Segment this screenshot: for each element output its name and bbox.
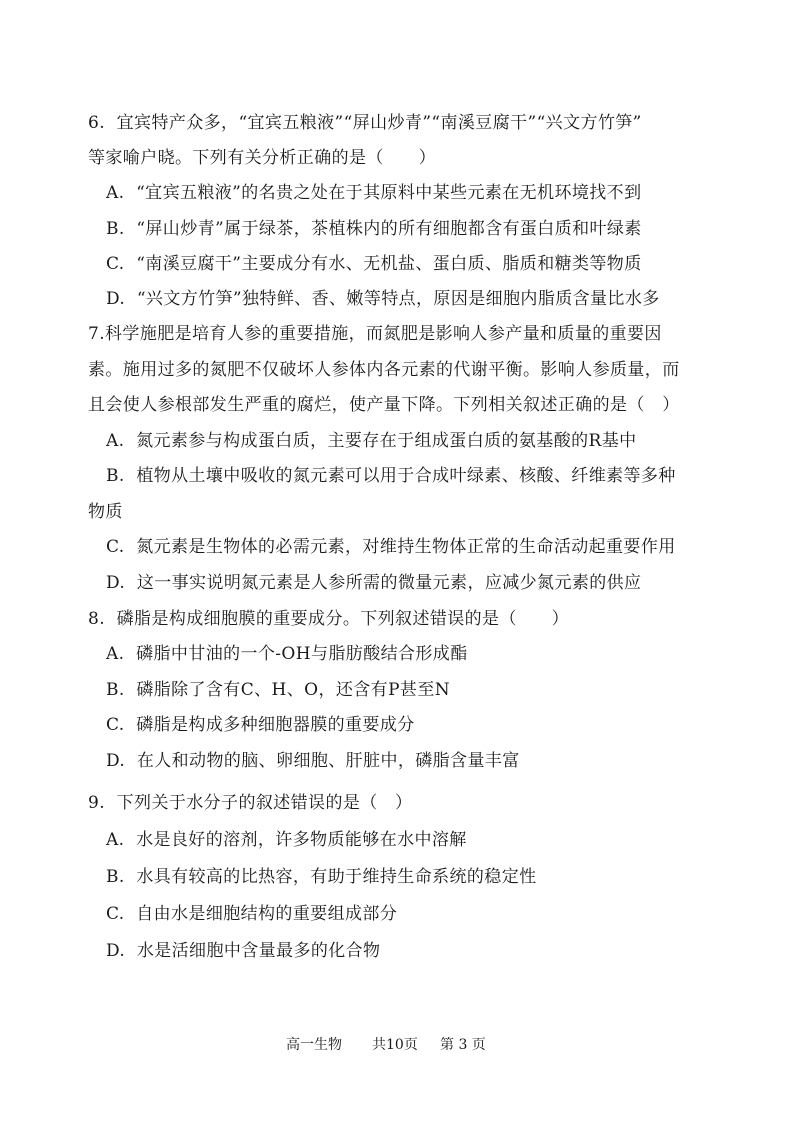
option-label: D. [106,573,126,593]
option-label: A. [106,830,125,850]
question-9-option-c [106,903,397,925]
question-6-stem-1: 宜宾特产众多，“宜宾五粮液”“屏山炒青”“南溪豆腐干”“兴文方竹笋” [116,113,642,133]
question-8-option-a [106,643,468,665]
option-text: 在人和动物的脑、卵细胞、肝脏中，磷脂含量丰富 [136,751,520,771]
question-6-stem-2: 等家喻户晓。下列有关分析正确的是（ ） [88,148,436,168]
option-label: B. [106,867,125,887]
question-7-stem-3: 且会使人参根部发生严重的腐烂，使产量下降。下列相关叙述正确的是（ ） [88,395,680,415]
question-9-number: 9. [88,793,106,813]
option-text: 自由水是细胞结构的重要组成部分 [136,904,398,924]
question-9-stem-1: 下列关于水分子的叙述错误的是（ ） [116,793,413,813]
question-8-option-c [106,714,415,736]
option-label: D. [106,289,126,309]
question-7-option-d [106,572,641,594]
question-7-number: 7. [88,324,106,344]
option-text: 水是活细胞中含量最多的化合物 [136,941,381,961]
question-7-option-c [106,536,676,558]
option-label: C. [106,904,125,924]
option-label: C. [106,715,125,735]
question-6-option-d [106,288,660,310]
option-text: 这一事实说明氮元素是人参所需的微量元素，应减少氮元素的供应 [136,573,642,593]
option-text: 磷脂是构成多种细胞器膜的重要成分 [136,715,415,735]
footer-total-pages: 共10页 [372,1037,418,1053]
question-9-line-1 [88,792,412,814]
question-8-option-b [106,679,450,701]
option-label: B. [106,680,125,700]
question-7-option-b-continuation: 物质 [88,502,123,522]
question-7-option-b [106,465,676,487]
question-7-line-1 [88,323,662,345]
question-6-number: 6. [88,113,106,133]
option-label: D. [106,751,126,771]
question-8-number: 8. [88,609,106,629]
question-9-option-d [106,940,380,962]
question-8-line-1 [88,608,569,630]
option-label: C. [106,537,125,557]
option-text: 磷脂除了含有C、H、O，还含有P甚至N [136,680,450,700]
question-8-stem-1: 磷脂是构成细胞膜的重要成分。下列叙述错误的是（ ） [116,609,570,629]
question-7-option-a [106,430,637,452]
option-text: “南溪豆腐干”主要成分有水、无机盐、蛋白质、脂质和糖类等物质 [136,254,642,274]
option-text: 水具有较高的比热容，有助于维持生命系统的稳定性 [136,867,537,887]
option-label: B. [106,466,125,486]
question-6-option-a [106,182,641,204]
option-text: 水是良好的溶剂，许多物质能够在水中溶解 [136,830,467,850]
option-label: A. [106,183,125,203]
option-label: A. [106,644,125,664]
question-8-option-d [106,750,520,772]
question-6-line-1 [88,112,642,134]
question-6-option-b [106,218,642,240]
option-text: 植物从土壤中吸收的氮元素可以用于合成叶绿素、核酸、纤维素等多种 [136,466,676,486]
option-text: 氮元素参与构成蛋白质，主要存在于组成蛋白质的氨基酸的R基中 [136,431,637,451]
option-text: 氮元素是生物体的必需元素，对维持生物体正常的生命活动起重要作用 [136,537,676,557]
footer-subject: 高一生物 [286,1037,342,1053]
question-6-option-c [106,253,642,275]
option-label: B. [106,219,125,239]
option-text: “屏山炒青”属于绿茶，茶植株内的所有细胞都含有蛋白质和叶绿素 [136,219,642,239]
option-text: 磷脂中甘油的一个-OH与脂肪酸结合形成酯 [136,644,468,664]
option-text: “宜宾五粮液”的名贵之处在于其原料中某些元素在无机环境找不到 [136,183,642,203]
question-9-option-a [106,829,467,851]
question-9-option-b [106,866,537,888]
question-7-stem-2: 素。施用过多的氮肥不仅破坏人参体内各元素的代谢平衡。影响人参质量，而 [88,360,680,380]
footer-page-number: 第 3 页 [440,1037,486,1053]
option-text: “兴文方竹笋”独特鲜、香、嫩等特点，原因是细胞内脂质含量比水多 [136,289,660,309]
option-label: A. [106,431,125,451]
option-label: D. [106,941,126,961]
option-label: C. [106,254,125,274]
question-7-stem-1: 科学施肥是培育人参的重要措施，而氮肥是影响人参产量和质量的重要因 [105,324,662,344]
